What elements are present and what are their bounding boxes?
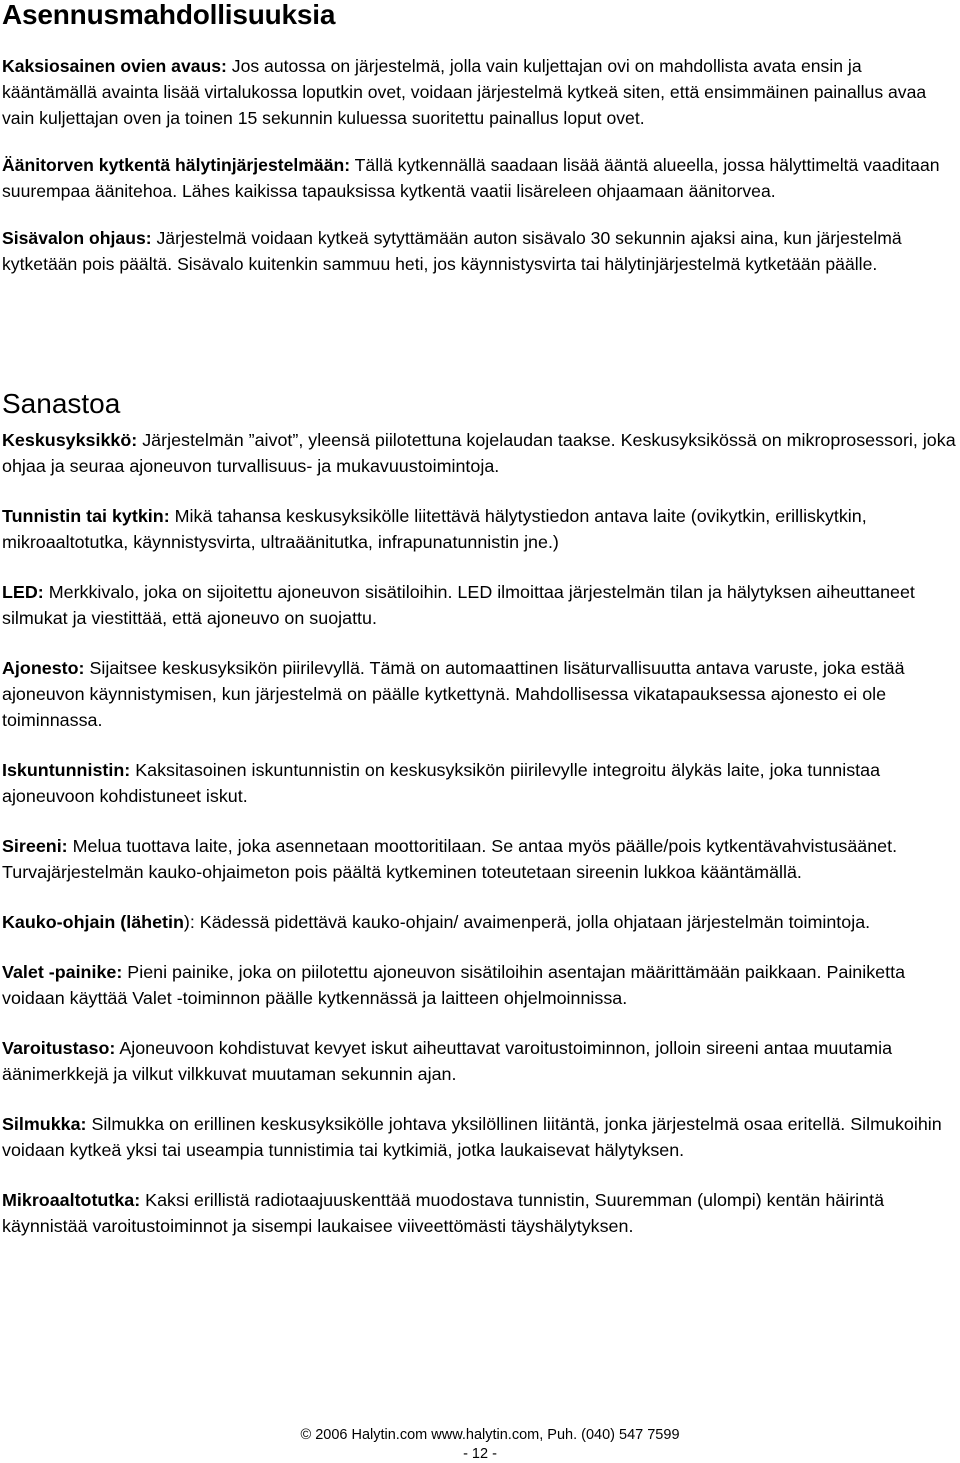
glossary-item [2, 655, 960, 733]
term-label: Sisävalon ohjaus: [2, 228, 152, 248]
term-description: Jos autossa on järjestelmä, jolla vain kuljettajan ovi on mahdollista avata ensin ja kääntämällä avainta lisää virtalukossa loputkin ovet, voidaan järjestelmä kytkeä siten, että ensimmäinen painallus avaa vain kuljettajan oven ja toinen 15 sekunnin kuluessa suoritettu painallus loput ovet. [2, 56, 927, 128]
heading-asennusmahdollisuuksia: Asennusmahdollisuuksia [2, 0, 336, 30]
term-label: Valet -painike: [2, 962, 123, 982]
glossary-item [2, 833, 960, 885]
glossary-item [2, 579, 960, 631]
term-description: Merkkivalo, joka on sijoitettu ajoneuvon sisätiloihin. LED ilmoittaa järjestelmän tilan ja hälytyksen aiheuttaneet silmukat ja viestittää, että ajoneuvo on suojattu. [2, 582, 915, 628]
term-label: Ajonesto: [2, 658, 85, 678]
term-description: ): Kädessä pidettävä kauko-ohjain/ avaimenperä, jolla ohjataan järjestelmän toimintoja. [183, 912, 871, 932]
term-label: Kauko-ohjain (lähetin [2, 912, 184, 932]
term-description: Kaksi erillistä radiotaajuuskenttää muodostava tunnistin, Suuremman (ulompi) kentän häirintä käynnistää varoitustoiminnot ja sisempi laukaisee viiveettömästi täyshälytyksen. [2, 1190, 885, 1236]
term-label: Sireeni: [2, 836, 68, 856]
term-description: Järjestelmä voidaan kytkeä sytyttämään auton sisävalo 30 sekunnin ajaksi aina, kun järjestelmä kytketään pois päältä. Sisävalo kuitenkin sammuu heti, jos käynnistysvirta tai hälytinjärjestelmä kytketään päälle. [2, 228, 902, 274]
term-label: Silmukka: [2, 1114, 87, 1134]
glossary-item [2, 959, 960, 1011]
page-number: - 12 - [463, 1446, 497, 1462]
term-description: Melua tuottava laite, joka asennetaan moottoritilaan. Se antaa myös päälle/pois kytkentävahvistusäänet. Turvajärjestelmän kauko-ohjaimeton pois päältä kytkeminen toteutetaan sireenin lukkoa kääntämällä. [2, 836, 898, 882]
term-label: Varoitustaso: [2, 1038, 116, 1058]
glossary-section [2, 427, 960, 1263]
glossary-item [2, 1111, 960, 1163]
term-label: Kaksiosainen ovien avaus: [2, 56, 227, 76]
glossary-item [2, 427, 960, 479]
term-description: Pieni painike, joka on piilotettu ajoneuvon sisätiloihin asentajan määrittämään paikkaan. Painiketta voidaan käyttää Valet -toiminnon päälle kytkennässä ja laitteen ohjelmoinnissa. [2, 962, 906, 1008]
glossary-item [2, 1187, 960, 1239]
glossary-item [2, 909, 960, 935]
glossary-item [2, 503, 960, 555]
term-label: Äänitorven kytkentä hälytinjärjestelmään: [2, 155, 351, 175]
term-description: Silmukka on erillinen keskusyksikölle johtava yksilöllinen liitäntä, jonka järjestelmä osaa eritellä. Silmukoihin voidaan kytkeä yksi tai useampia tunnistimia tai kytkimiä, jotka laukaisevat hälytyksen. [2, 1114, 942, 1160]
term-label: Iskuntunnistin: [2, 760, 131, 780]
paragraph-item [2, 53, 954, 131]
term-description: Ajoneuvoon kohdistuvat kevyet iskut aiheuttavat varoitustoiminnon, jolloin sireeni antaa muutamia äänimerkkejä ja vilkut vilkkuvat muutaman sekunnin ajan. [2, 1038, 893, 1084]
installation-options-section [2, 53, 954, 298]
paragraph-item [2, 225, 954, 277]
term-label: Tunnistin tai kytkin: [2, 506, 170, 526]
term-description: Sijaitsee keskusyksikön piirilevyllä. Tämä on automaattinen lisäturvallisuutta antava varuste, joka estää ajoneuvon käynnistymisen, kun järjestelmä on päälle kytkettynä. Mahdollisessa vikatapauksessa ajonesto ei ole toiminnassa. [2, 658, 905, 730]
term-description: Kaksitasoinen iskuntunnistin on keskusyksikön piirilevylle integroitu älykäs laite, joka tunnistaa ajoneuvoon kohdistuneet iskut. [2, 760, 881, 806]
heading-sanastoa: Sanastoa [2, 388, 121, 419]
term-label: Mikroaaltotutka: [2, 1190, 141, 1210]
term-description: Järjestelmän ”aivot”, yleensä piilotettuna kojelaudan taakse. Keskusyksikössä on mikroprosessori, joka ohjaa ja seuraa ajoneuvon turvallisuus- ja mukavuustoimintoja. [2, 430, 956, 476]
glossary-item [2, 757, 960, 809]
term-description: Tällä kytkennällä saadaan lisää ääntä alueella, jossa hälyttimeltä vaaditaan suurempaa äänitehoa. Lähes kaikissa tapauksissa kytkentä vaatii lisäreleen ohjaamaan äänitorvea. [2, 155, 940, 201]
term-label: LED: [2, 582, 44, 602]
term-description: Mikä tahansa keskusyksikölle liitettävä hälytystiedon antava laite (ovikytkin, erilliskytkin, mikroaaltotutka, käynnistysvirta, ultraäänitutka, infrapunatunnistin jne.) [2, 506, 867, 552]
footer-copyright: © 2006 Halytin.com www.halytin.com, Puh. (040) 547 7599 [300, 1427, 680, 1443]
paragraph-item [2, 152, 954, 204]
glossary-item [2, 1035, 960, 1087]
term-label: Keskusyksikkö: [2, 430, 138, 450]
